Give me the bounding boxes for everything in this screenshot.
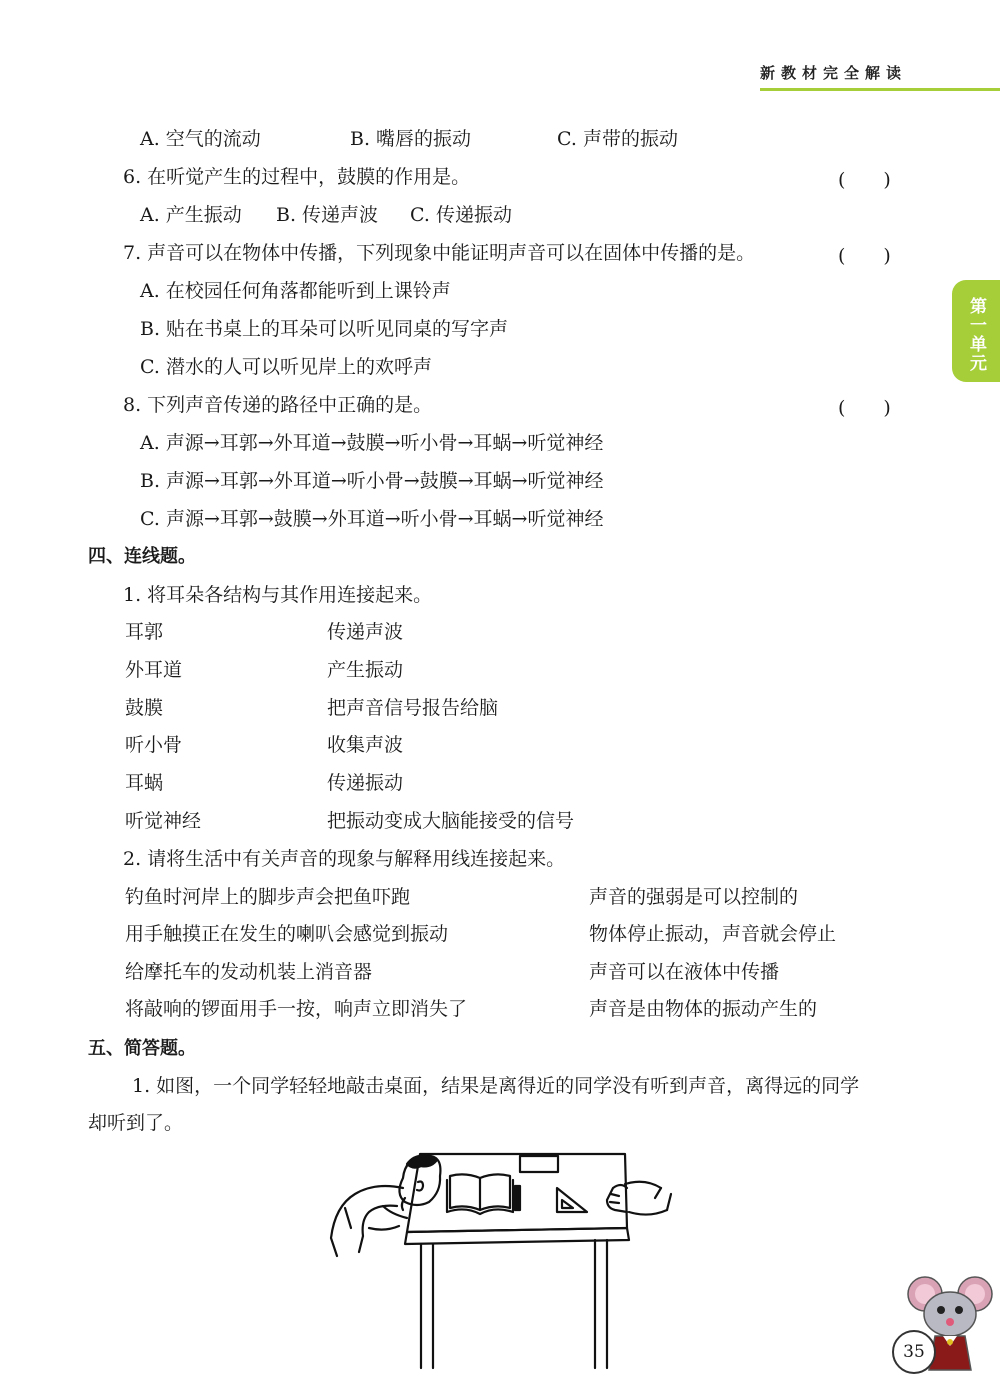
phenomenon-left: 将敲响的锣面用手一按，响声立即消失了: [125, 998, 468, 1020]
q6-answer-paren: ( ): [838, 169, 891, 191]
explanation-right: 物体停止振动，声音就会停止: [589, 923, 837, 945]
q7-stem: 7. 声音可以在物体中传播，下列现象中能证明声音可以在固体中传播的是。: [123, 242, 756, 264]
q5-option-b: B. 嘴唇的振动: [350, 128, 472, 150]
q8-answer-paren: ( ): [838, 397, 891, 419]
explanation-right: 声音的强弱是可以控制的: [589, 886, 799, 908]
page-number: 35: [892, 1330, 936, 1374]
desk-listening-illustration: [325, 1148, 675, 1370]
phenomenon-left: 钓鱼时河岸上的脚步声会把鱼吓跑: [125, 886, 411, 908]
matching-q2-stem: 2. 请将生活中有关声音的现象与解释用线连接起来。: [123, 848, 566, 870]
explanation-right: 声音可以在液体中传播: [589, 961, 780, 983]
q8-option-c: C. 声源→耳郭→鼓膜→外耳道→听小骨→耳蜗→听觉神经: [140, 508, 604, 530]
ear-part-left: 听小骨: [125, 734, 183, 756]
page-header: [760, 62, 1000, 92]
q7-answer-paren: ( ): [838, 245, 891, 267]
phenomenon-left: 给摩托车的发动机装上消音器: [125, 961, 373, 983]
q6-option-c: C. 传递振动: [410, 204, 512, 226]
section-5-title: 五、简答题。: [88, 1038, 196, 1059]
q8-stem: 8. 下列声音传递的路径中正确的是。: [123, 394, 433, 416]
ear-function-right: 产生振动: [327, 659, 404, 681]
short-answer-q1-line2: 却听到了。: [88, 1112, 184, 1134]
unit-tab: 第一单元: [952, 280, 1000, 382]
ear-function-right: 把声音信号报告给脑: [327, 697, 499, 719]
ear-function-right: 传递声波: [327, 621, 404, 643]
q5-option-a: A. 空气的流动: [140, 128, 261, 150]
ear-function-right: 传递振动: [327, 772, 404, 794]
matching-q1-stem: 1. 将耳朵各结构与其作用连接起来。: [123, 584, 433, 606]
q5-option-c: C. 声带的振动: [557, 128, 678, 150]
phenomenon-left: 用手触摸正在发生的喇叭会感觉到振动: [125, 923, 449, 945]
short-answer-q1-line1: 1. 如图，一个同学轻轻地敲击桌面，结果是离得近的同学没有听到声音，离得远的同学: [132, 1075, 860, 1097]
q7-option-a: A. 在校园任何角落都能听到上课铃声: [140, 280, 451, 302]
q8-option-a: A. 声源→耳郭→外耳道→鼓膜→听小骨→耳蜗→听觉神经: [140, 432, 604, 454]
ear-part-left: 听觉神经: [125, 810, 202, 832]
ear-part-left: 耳蜗: [125, 772, 164, 794]
q7-option-c: C. 潜水的人可以听见岸上的欢呼声: [140, 356, 432, 378]
q6-option-b: B. 传递声波: [276, 204, 379, 226]
section-4-title: 四、连线题。: [88, 546, 196, 567]
explanation-right: 声音是由物体的振动产生的: [589, 998, 818, 1020]
ear-part-left: 外耳道: [125, 659, 183, 681]
ear-part-left: 耳郭: [125, 621, 164, 643]
book-title: 新教材完全解读: [760, 64, 908, 82]
q8-option-b: B. 声源→耳郭→外耳道→听小骨→鼓膜→耳蜗→听觉神经: [140, 470, 604, 492]
ear-function-right: 收集声波: [327, 734, 404, 756]
header-rule: [760, 88, 1000, 91]
q7-option-b: B. 贴在书桌上的耳朵可以听见同桌的写字声: [140, 318, 509, 340]
ear-function-right: 把振动变成大脑能接受的信号: [327, 810, 575, 832]
q6-option-a: A. 产生振动: [140, 204, 242, 226]
ear-part-left: 鼓膜: [125, 697, 164, 719]
q6-stem: 6. 在听觉产生的过程中，鼓膜的作用是。: [123, 166, 471, 188]
